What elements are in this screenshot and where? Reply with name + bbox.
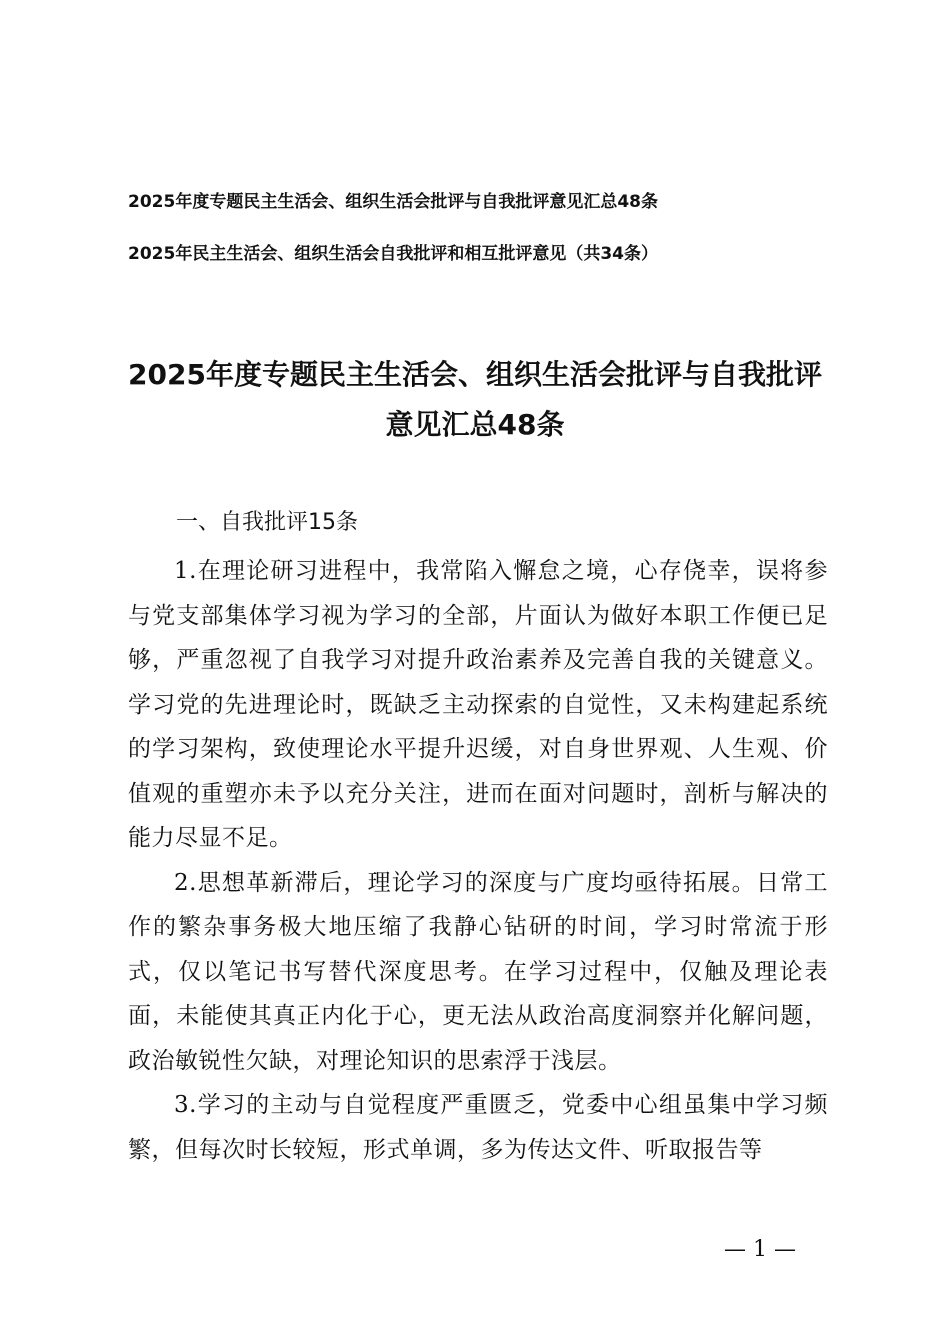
page-number: — 1 —	[724, 1237, 796, 1262]
document-title-line-1: 2025年度专题民主生活会、组织生活会批评与自我批评	[128, 358, 822, 391]
paragraph: 3.学习的主动与自觉程度严重匮乏，党委中心组虽集中学习频繁，但每次时长较短，形式单调，多为传达文件、听取报告等	[128, 1092, 828, 1163]
body-text	[128, 549, 828, 1172]
toc-item[interactable]: 2025年度专题民主生活会、组织生活会批评与自我批评意见汇总48条	[128, 192, 658, 212]
toc-item[interactable]: 2025年民主生活会、组织生活会自我批评和相互批评意见（共34条）	[128, 244, 658, 264]
paragraph: 2.思想革新滞后，理论学习的深度与广度均亟待拓展。日常工作的繁杂事务极大地压缩了我静心钻研的时间，学习时常流于形式，仅以笔记书写替代深度思考。在学习过程中，仅触及理论表面，未能使其真正内化于心，更无法从政治高度洞察并化解问题，政治敏锐性欠缺，对理论知识的思索浮于浅层。	[128, 869, 828, 1074]
paragraph: 1.在理论研习进程中，我常陷入懈怠之境，心存侥幸，误将参与党支部集体学习视为学习的全部，片面认为做好本职工作便已足够，严重忽视了自我学习对提升政治素养及完善自我的关键意义。学习党的先进理论时，既缺乏主动探索的自觉性，又未构建起系统的学习架构，致使理论水平提升迟缓，对自身世界观、人生观、价值观的重塑亦未予以充分关注，进而在面对问题时，剖析与解决的能力尽显不足。	[128, 558, 828, 851]
section-heading: 一、自我批评15条	[176, 510, 358, 535]
document-title-line-2: 意见汇总48条	[385, 408, 565, 441]
